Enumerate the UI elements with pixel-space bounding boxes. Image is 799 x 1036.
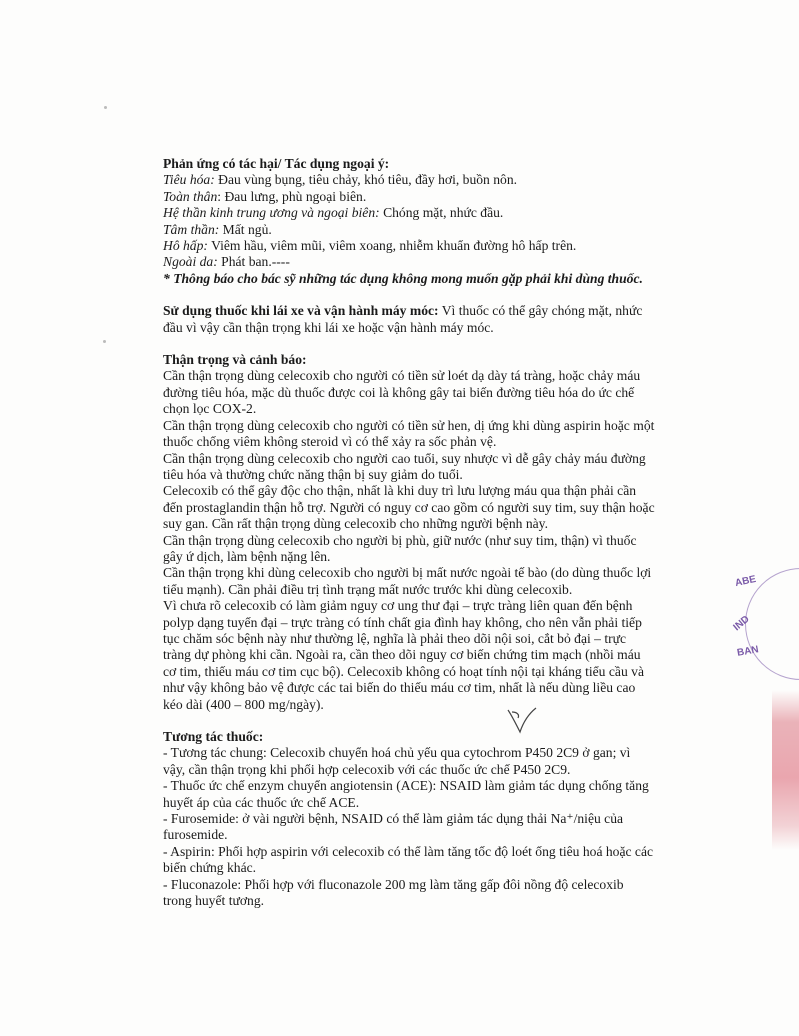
adverse-item-skin: [163, 254, 685, 270]
text-line: gây ứ dịch, làm bệnh nặng lên.: [163, 548, 331, 564]
signature-mark: [502, 706, 542, 736]
item-text: Phát ban.----: [217, 254, 290, 270]
text-line: - Furosemide: ở vài người bệnh, NSAID có thể làm giảm tác dụng thải Na⁺/niệu của: [163, 811, 624, 827]
item-label: Ngoài da:: [163, 254, 218, 270]
text-line: thuốc chống viêm không steroid vì có thể xảy ra sốc phản vệ.: [163, 434, 497, 450]
scan-speck: [104, 106, 107, 109]
text-line: furosemide.: [163, 827, 228, 843]
item-text: : Đau lưng, phù ngoại biên.: [217, 188, 367, 204]
text-line: cơ tim, thiếu máu cơ tim cục bộ). Celecoxib không có hoạt tính nội tại kháng tiểu cầu và: [163, 663, 644, 679]
item-label: Hô hấp:: [163, 238, 208, 254]
item-label: Tiêu hóa:: [163, 172, 215, 188]
precautions-text: [163, 368, 685, 713]
doctor-notice: * Thông báo cho bác sỹ những tác dụng không mong muốn gặp phải khi dùng thuốc.: [163, 270, 643, 286]
driving-paragraph-line-2: đầu vì vậy cần thận trọng khi lái xe hoặc vận hành máy móc.: [163, 319, 494, 335]
stamp-text: BAN: [736, 644, 760, 659]
text-line: Cần thận trọng dùng celecoxib cho người có tiền sử hen, dị ứng khi dùng aspirin hoặc một: [163, 417, 655, 433]
item-label: Toàn thân: [163, 188, 218, 204]
stamp-text: IND: [731, 613, 752, 634]
adverse-item-general: [163, 189, 685, 205]
item-label: Tâm thần:: [163, 221, 220, 237]
text-line: - Aspirin: Phối hợp aspirin với celecoxib có thể làm tăng tốc độ loét ống tiêu hoá hoặc các: [163, 843, 654, 859]
item-text: Mất ngủ.: [219, 221, 272, 237]
text-line: Cần thận trọng dùng celecoxib cho người cao tuổi, suy nhược vì dễ gây chảy máu đường: [163, 450, 646, 466]
text-line: - Fluconazole: Phối hợp với fluconazole 200 mg làm tăng gấp đôi nồng độ celecoxib: [163, 876, 624, 892]
item-text: Chóng mặt, nhức đầu.: [379, 205, 504, 221]
text-line: suy gan. Cần rất thận trọng dùng celecoxib cho những người bệnh này.: [163, 516, 548, 532]
item-text: Viêm hầu, viêm mũi, viêm xoang, nhiễm khuẩn đường hô hấp trên.: [207, 238, 577, 254]
item-text: Đau vùng bụng, tiêu chảy, khó tiêu, đầy hơi, buồn nôn.: [214, 172, 518, 188]
text-line: như vậy không bảo vệ được các tai biến do thiếu máu cơ tim, nhất là nếu dùng liều cao: [163, 680, 636, 696]
adverse-item-digestive: [163, 172, 685, 188]
adverse-item-respiratory: [163, 238, 685, 254]
text-line: Cần thận trọng dùng celecoxib cho người có tiền sử loét dạ dày tá tràng, hoặc chảy máu: [163, 368, 641, 384]
scan-speck: [103, 340, 106, 343]
text-line: tục chăm sóc bệnh này như thường lệ, nghĩa là phải theo dõi nội soi, cắt bỏ đại – trực: [163, 630, 627, 646]
text-line: tràng dự phòng khi cần. Ngoài ra, cần theo dõi nguy cơ biến chứng tim mạch (nhồi máu: [163, 647, 641, 663]
text-line: polyp dạng tuyến đại – trực tràng có tính chất gia đình hay không, cho nên vẫn phải tiếp: [163, 614, 642, 630]
section-heading-driving: Sử dụng thuốc khi lái xe và vận hành máy móc:: [163, 303, 439, 319]
text-line: Cần thận trọng dùng celecoxib cho người bị phù, giữ nước (như suy tim, thận) vì thuốc: [163, 532, 637, 548]
adverse-item-psychiatric: [163, 222, 685, 238]
stamp-text: ABE: [734, 573, 758, 590]
text-line: đến prostaglandin thận hỗ trợ. Người có nguy cơ cao gồm có người suy tim, suy thận hoặc: [163, 499, 655, 515]
interactions-text: [163, 745, 685, 909]
text-line: đường tiêu hóa, mặc dù thuốc được coi là không gây tai biến đường tiêu hóa do ức chế: [163, 384, 635, 400]
text-line: chọn lọc COX-2.: [163, 401, 257, 417]
section-heading-interactions: Tương tác thuốc:: [163, 729, 264, 744]
text-line: trong huyết tương.: [163, 893, 265, 909]
text-line: - Thuốc ức chế enzym chuyển angiotensin (ACE): NSAID làm giảm tác dụng chống tăng: [163, 778, 649, 794]
red-seal-edge: [772, 690, 799, 850]
text-line: tiểu mạnh). Cần phải điều trị tình trạng mất nước trước khi dùng celecoxib.: [163, 581, 573, 597]
text-line: Celecoxib có thể gây độc cho thận, nhất là khi duy trì lưu lượng máu qua thận phải cần: [163, 483, 637, 499]
document-body: [163, 156, 685, 909]
text-line: vậy, cần thận trọng khi phối hợp celecoxib với các thuốc ức chế P450 2C9.: [163, 761, 571, 777]
text-line: tiêu hóa và thường chức năng thận bị suy giảm do tuổi.: [163, 466, 463, 482]
adverse-item-nervous: [163, 205, 685, 221]
text-line: kéo dài (400 – 800 mg/ngày).: [163, 696, 324, 712]
text-line: Cần thận trọng khi dùng celecoxib cho người bị mất nước ngoài tế bào (do dùng thuốc lợi: [163, 565, 652, 581]
driving-paragraph-line-1: [163, 303, 685, 319]
text-line: Vì chưa rõ celecoxib có làm giảm nguy cơ ung thư đại – trực tràng liên quan đến bệnh: [163, 598, 633, 614]
item-label: Hệ thần kinh trung ương và ngoại biên:: [163, 205, 380, 221]
text-line: - Tương tác chung: Celecoxib chuyển hoá chủ yếu qua cytochrom P450 2C9 ở gan; vì: [163, 745, 631, 761]
text-line: biến chứng khác.: [163, 860, 257, 876]
section-heading-precautions: Thận trọng và cảnh báo:: [163, 352, 307, 368]
text-line: huyết áp của các thuốc ức chế ACE.: [163, 794, 360, 810]
section-heading-adverse-effects: Phản ứng có tác hại/ Tác dụng ngoại ý:: [163, 156, 390, 171]
driving-text: Vì thuốc có thể gây chóng mặt, nhức: [438, 303, 643, 319]
stamp-fragment: [731, 568, 799, 678]
